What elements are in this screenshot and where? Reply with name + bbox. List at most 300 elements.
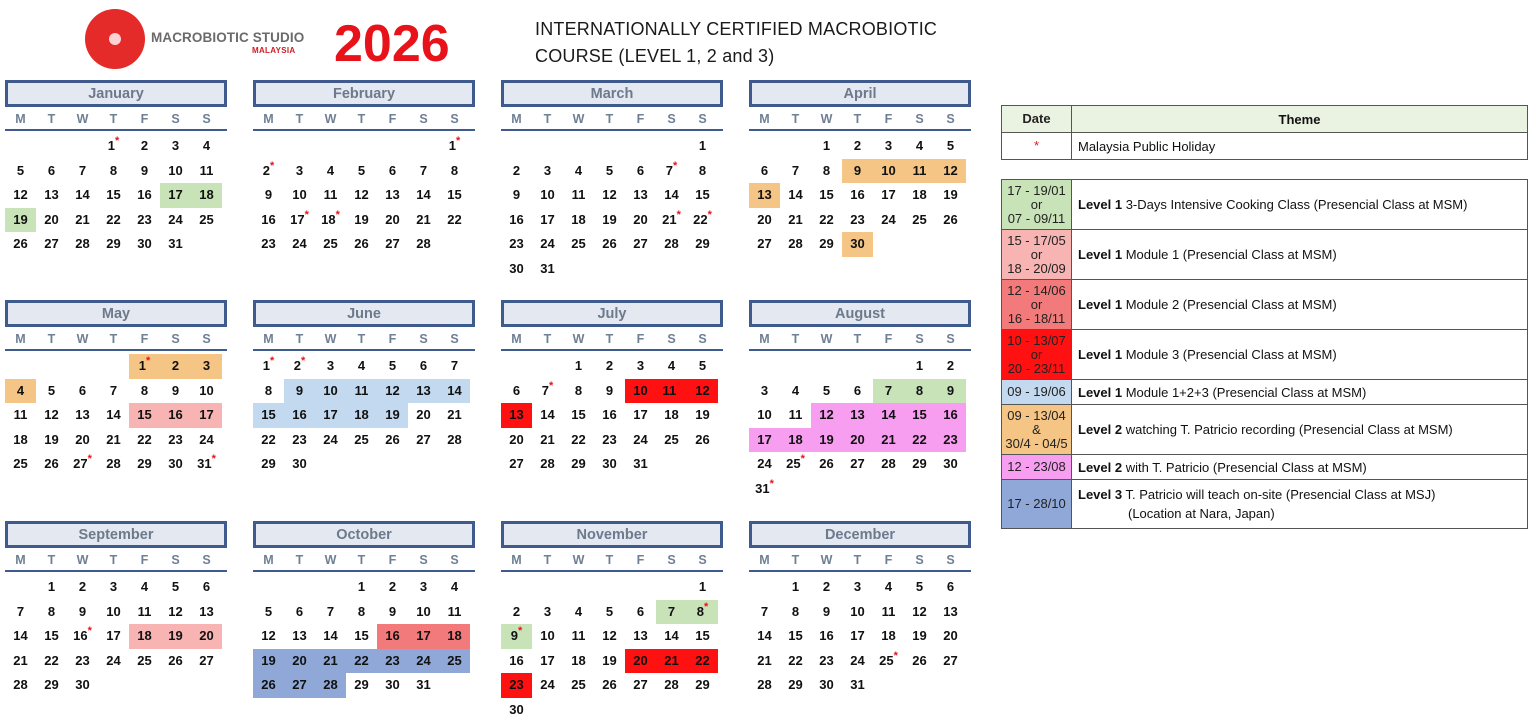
day-cell: 6 [636, 603, 645, 619]
day-cell: 29 [695, 236, 710, 252]
day-cell: 9 [78, 603, 87, 619]
weekday-header [501, 109, 723, 131]
day-cell: 25 [664, 431, 679, 447]
weekday-label: W [572, 112, 585, 126]
day-cell: 9* [501, 624, 532, 649]
day-cell: 2 [946, 358, 955, 373]
legend-date-line: or [1030, 346, 1043, 362]
day-cell: 8 [357, 603, 366, 619]
day-cell: 31* [755, 477, 774, 496]
day-cell: 16 [935, 403, 966, 428]
day-cell: 8 [904, 379, 935, 404]
empty-cell [36, 134, 67, 159]
month-name: October [253, 521, 475, 548]
day-cell: 23 [819, 652, 834, 668]
day-cell: 28 [106, 456, 121, 472]
month-name: May [5, 300, 227, 327]
day-cell: 23 [377, 649, 408, 674]
studio-logo [84, 8, 146, 70]
legend-date-line: or [1030, 296, 1043, 312]
day-cell: 26 [943, 211, 958, 227]
weekday-label: T [791, 112, 800, 126]
day-cell: 3 [326, 358, 335, 373]
day-cell: 30 [842, 232, 873, 257]
level-description: Module 3 (Presencial Class at MSM) [1122, 347, 1337, 362]
weekday-label: T [357, 332, 366, 346]
day-cell: 17 [749, 428, 780, 453]
course-title [535, 16, 937, 70]
day-cell: 16 [602, 407, 617, 423]
day-cell: 27 [757, 236, 772, 252]
day-cell: 3 [295, 162, 304, 178]
day-cell: 27* [73, 453, 92, 472]
day-cell: 31 [168, 236, 183, 252]
day-cell: 4 [791, 382, 800, 398]
holiday-marker: * [548, 379, 554, 392]
day-cell: 13 [501, 403, 532, 428]
day-cell: 27 [633, 677, 648, 693]
day-cell: 4 [915, 138, 924, 153]
empty-cell [36, 354, 67, 379]
day-cell: 4 [574, 603, 583, 619]
day-cell: 22 [819, 211, 834, 227]
day-cell: 23 [935, 428, 966, 453]
day-cell: 3 [853, 579, 862, 594]
holiday-marker: * [455, 135, 461, 147]
holiday-marker: * [703, 600, 709, 613]
legend-theme [1072, 230, 1528, 280]
weekday-label: T [543, 112, 552, 126]
day-cell: 13 [633, 187, 648, 203]
day-cell: 2 [388, 579, 397, 594]
day-cell: 18 [129, 624, 160, 649]
empty-cell [5, 354, 36, 379]
empty-cell [346, 134, 377, 159]
day-cell: 13 [199, 603, 214, 619]
day-grid [749, 354, 971, 502]
weekday-label: F [388, 332, 397, 346]
empty-cell [5, 134, 36, 159]
legend-row [1002, 480, 1528, 529]
day-grid [253, 134, 475, 257]
day-cell: 23 [75, 652, 90, 668]
day-cell: 26 [819, 456, 834, 472]
calendar-year: 2026 [334, 15, 450, 73]
legend-row [1002, 180, 1528, 230]
day-cell: 13 [44, 187, 59, 203]
empty-cell [501, 575, 532, 600]
day-cell: 4 [450, 579, 459, 594]
day-cell: 26 [602, 236, 617, 252]
weekday-label: T [295, 553, 304, 567]
day-cell: 9 [171, 382, 180, 398]
day-cell: 11 [323, 187, 338, 203]
empty-cell [67, 134, 98, 159]
day-cell: 15 [788, 628, 803, 644]
day-cell: 6 [853, 382, 862, 398]
holiday-marker: * [87, 453, 92, 466]
holiday-marker: * [517, 625, 523, 638]
day-cell: 1 [357, 579, 366, 594]
weekday-label: S [946, 112, 955, 126]
day-cell: 10 [106, 603, 121, 619]
empty-cell [656, 575, 687, 600]
day-cell: 30 [509, 260, 524, 276]
day-cell: 6 [202, 579, 211, 594]
day-cell: 28 [13, 677, 28, 693]
weekday-label: S [202, 112, 211, 126]
legend-date-line: 09 - 19/06 [1007, 384, 1066, 399]
day-cell: 3 [191, 354, 222, 379]
day-cell: 24 [323, 431, 338, 447]
day-cell: 31 [850, 677, 865, 693]
day-cell: 15 [904, 403, 935, 428]
weekday-label: F [388, 553, 397, 567]
empty-cell [625, 575, 656, 600]
weekday-label: M [263, 332, 274, 346]
weekday-label: T [109, 112, 118, 126]
empty-cell [98, 354, 129, 379]
month-name: August [749, 300, 971, 327]
empty-cell [749, 575, 780, 600]
weekday-label: T [543, 553, 552, 567]
day-cell: 6 [78, 382, 87, 398]
weekday-label: F [636, 332, 645, 346]
day-cell: 25 [199, 211, 214, 227]
weekday-label: T [853, 553, 862, 567]
weekday-header [749, 109, 971, 131]
day-cell: 10 [850, 603, 865, 619]
holiday-marker: * [269, 355, 275, 367]
day-cell: 27 [44, 236, 59, 252]
month-february [253, 80, 475, 257]
legend-dates [1002, 330, 1072, 380]
day-cell: 2 [512, 603, 521, 619]
legend-row [1002, 405, 1528, 455]
legend-date-line: 16 - 18/11 [1007, 310, 1066, 326]
day-cell: 27 [284, 673, 315, 698]
day-cell: 7 [791, 162, 800, 178]
day-cell: 11 [788, 407, 803, 423]
day-cell: 15 [571, 407, 586, 423]
day-cell: 29 [912, 456, 927, 472]
day-cell: 20 [191, 624, 222, 649]
level-label: Level 2 [1078, 422, 1123, 437]
day-cell: 26 [912, 652, 927, 668]
day-cell: 27 [416, 431, 431, 447]
day-cell: 7 [873, 379, 904, 404]
day-cell: 12 [44, 407, 59, 423]
day-grid [5, 354, 227, 477]
day-cell: 29 [571, 456, 586, 472]
day-cell: 13 [633, 628, 648, 644]
day-cell: 1 [574, 358, 583, 373]
day-cell: 17* [290, 208, 309, 227]
day-cell: 20 [633, 211, 648, 227]
weekday-header [501, 550, 723, 572]
day-cell: 7 [109, 382, 118, 398]
day-cell: 25* [879, 649, 898, 668]
empty-cell [253, 134, 284, 159]
day-cell: 5 [264, 603, 273, 619]
day-cell: 14 [540, 407, 555, 423]
weekday-label: S [419, 332, 428, 346]
empty-cell [749, 134, 780, 159]
day-cell: 30 [168, 456, 183, 472]
day-cell: 20 [385, 211, 400, 227]
legend-date-line: 30/4 - 04/5 [1005, 435, 1068, 451]
day-cell: 30 [602, 456, 617, 472]
day-cell: 30 [292, 456, 307, 472]
day-cell: 26 [695, 431, 710, 447]
day-cell: 19 [811, 428, 842, 453]
day-cell: 8 [450, 162, 459, 178]
day-cell: 18 [439, 624, 470, 649]
day-cell: 13 [292, 628, 307, 644]
holiday-marker: * [1002, 133, 1072, 160]
day-cell: 7 [760, 603, 769, 619]
day-cell: 20 [943, 628, 958, 644]
day-cell: 1* [129, 354, 160, 379]
day-cell: 18 [13, 431, 28, 447]
legend-theme [1072, 280, 1528, 330]
weekday-label: S [667, 332, 676, 346]
day-cell: 23 [261, 236, 276, 252]
day-cell: 12 [377, 379, 408, 404]
day-cell: 10 [625, 379, 656, 404]
weekday-label: F [884, 332, 893, 346]
weekday-label: T [295, 112, 304, 126]
day-cell: 15 [354, 628, 369, 644]
day-grid [253, 354, 475, 477]
holiday-marker: * [676, 208, 681, 221]
day-cell: 10 [757, 407, 772, 423]
day-cell: 8 [140, 382, 149, 398]
empty-cell [532, 134, 563, 159]
day-cell: 16 [284, 403, 315, 428]
weekday-label: W [76, 332, 89, 346]
day-cell: 26 [354, 236, 369, 252]
day-cell: 12 [602, 628, 617, 644]
empty-cell [625, 134, 656, 159]
level-label: Level 1 [1078, 347, 1123, 362]
day-cell: 13 [75, 407, 90, 423]
day-cell: 30 [385, 677, 400, 693]
day-cell: 11 [447, 603, 462, 619]
day-cell: 17 [160, 183, 191, 208]
day-cell: 29 [788, 677, 803, 693]
day-cell: 21 [315, 649, 346, 674]
weekday-label: S [202, 553, 211, 567]
day-cell: 22 [447, 211, 462, 227]
day-cell: 19 [695, 407, 710, 423]
day-cell: 20 [44, 211, 59, 227]
month-name: November [501, 521, 723, 548]
weekday-label: M [263, 553, 274, 567]
holiday-marker: * [211, 453, 216, 466]
day-cell: 25 [13, 456, 28, 472]
day-cell: 4 [357, 358, 366, 373]
day-cell: 19 [354, 211, 369, 227]
weekday-label: T [109, 553, 118, 567]
month-december [749, 521, 971, 698]
day-cell: 23 [168, 431, 183, 447]
level-label: Level 1 [1078, 197, 1123, 212]
day-cell: 25 [323, 236, 338, 252]
legend-row [1002, 380, 1528, 405]
day-cell: 11* [656, 379, 687, 404]
day-cell: 4 [5, 379, 36, 404]
level-description: T. Patricio will teach on-site (Presencial Class at MSJ) [1122, 487, 1436, 502]
legend-theme [1072, 330, 1528, 380]
level-description: Module 1 (Presencial Class at MSM) [1122, 247, 1337, 262]
day-cell: 21* [662, 208, 681, 227]
empty-cell [780, 354, 811, 379]
weekday-label: S [915, 112, 924, 126]
legend-date-line: & [1032, 421, 1041, 437]
month-july [501, 300, 723, 477]
day-cell: 28 [75, 236, 90, 252]
day-cell: 22 [346, 649, 377, 674]
legend-date-line: 18 - 20/09 [1007, 260, 1066, 276]
day-cell: 3 [760, 382, 769, 398]
day-cell: 22 [106, 211, 121, 227]
day-grid [749, 134, 971, 257]
weekday-label: W [324, 332, 337, 346]
day-cell: 10 [540, 187, 555, 203]
course-title-line2: COURSE (LEVEL 1, 2 and 3) [535, 46, 775, 66]
day-cell: 9 [140, 162, 149, 178]
month-march [501, 80, 723, 282]
day-cell: 13 [842, 403, 873, 428]
weekday-label: S [667, 112, 676, 126]
day-cell: 5 [388, 358, 397, 373]
day-cell: 15 [447, 187, 462, 203]
legend-date-line: 20 - 23/11 [1007, 360, 1066, 376]
weekday-label: F [388, 112, 397, 126]
day-cell: 10 [199, 382, 214, 398]
weekday-label: M [263, 112, 274, 126]
level-label: Level 1 [1078, 384, 1123, 400]
empty-cell [532, 575, 563, 600]
day-cell: 3 [419, 579, 428, 594]
level-description: Module 2 (Presencial Class at MSM) [1122, 297, 1337, 312]
day-cell: 18 [346, 403, 377, 428]
day-cell: 1 [698, 579, 707, 594]
day-cell: 21 [656, 649, 687, 674]
day-cell: 29 [819, 236, 834, 252]
day-cell: 28 [664, 236, 679, 252]
day-cell: 15 [819, 187, 834, 203]
day-cell: 5 [698, 358, 707, 373]
day-cell: 30 [943, 456, 958, 472]
weekday-label: S [946, 332, 955, 346]
legend-date-line: 12 - 14/06 [1007, 282, 1066, 298]
legend-date-line: 12 - 23/08 [1007, 459, 1066, 474]
empty-cell [563, 134, 594, 159]
day-cell: 28 [664, 677, 679, 693]
empty-cell [315, 575, 346, 600]
weekday-label: M [759, 332, 770, 346]
month-name: September [5, 521, 227, 548]
day-cell: 24 [540, 677, 555, 693]
day-cell: 22 [571, 431, 586, 447]
day-cell: 11 [904, 159, 935, 184]
legend-dates [1002, 480, 1072, 529]
day-cell: 18 [664, 407, 679, 423]
weekday-label: W [76, 112, 89, 126]
weekday-label: T [791, 332, 800, 346]
month-august [749, 300, 971, 502]
holiday-marker: * [893, 649, 898, 662]
level-description: with T. Patricio (Presencial Class at MSM) [1122, 459, 1367, 475]
day-cell: 22 [261, 431, 276, 447]
day-cell: 19 [44, 431, 59, 447]
day-cell: 2 [605, 358, 614, 373]
weekday-label: S [419, 112, 428, 126]
day-cell: 9 [935, 379, 966, 404]
day-cell: 5 [47, 382, 56, 398]
day-cell: 25 [912, 211, 927, 227]
holiday-marker: * [300, 355, 306, 367]
empty-cell [377, 134, 408, 159]
legend-dates [1002, 405, 1072, 455]
day-cell: 17 [540, 652, 555, 668]
month-november [501, 521, 723, 723]
empty-cell [780, 134, 811, 159]
day-grid [501, 134, 723, 282]
day-cell: 20 [842, 428, 873, 453]
weekday-label: T [357, 553, 366, 567]
day-cell: 20 [757, 211, 772, 227]
day-cell: 25* [786, 453, 805, 472]
weekday-label: T [295, 332, 304, 346]
day-cell: 19 [602, 652, 617, 668]
month-may [5, 300, 227, 477]
day-cell: 10 [873, 159, 904, 184]
day-cell: 19 [602, 211, 617, 227]
holiday-marker: * [707, 208, 712, 221]
day-cell: 23 [501, 673, 532, 698]
day-cell: 12 [687, 379, 718, 404]
day-cell: 9 [605, 382, 614, 398]
day-cell: 21 [106, 431, 121, 447]
day-cell: 18* [321, 208, 340, 227]
day-cell: 7 [419, 162, 428, 178]
legend-dates [1002, 280, 1072, 330]
day-cell: 24 [633, 431, 648, 447]
level-description: Module 1+2+3 (Presencial Class at MSM) [1122, 384, 1367, 400]
day-cell: 5 [605, 603, 614, 619]
empty-cell [284, 134, 315, 159]
day-cell: 6 [512, 382, 521, 398]
legend-date-line: or [1030, 246, 1043, 262]
day-cell: 26 [168, 652, 183, 668]
day-cell: 6 [47, 162, 56, 178]
weekday-label: T [791, 553, 800, 567]
day-cell: 25 [571, 236, 586, 252]
day-cell: 17 [881, 187, 896, 203]
day-cell: 11 [571, 187, 586, 203]
legend-row [1002, 330, 1528, 380]
day-cell: 23 [137, 211, 152, 227]
weekday-label: M [759, 112, 770, 126]
weekday-header [253, 550, 475, 572]
day-cell: 23 [292, 431, 307, 447]
day-cell: 2* [262, 159, 275, 178]
empty-cell [408, 134, 439, 159]
day-cell: 21 [788, 211, 803, 227]
